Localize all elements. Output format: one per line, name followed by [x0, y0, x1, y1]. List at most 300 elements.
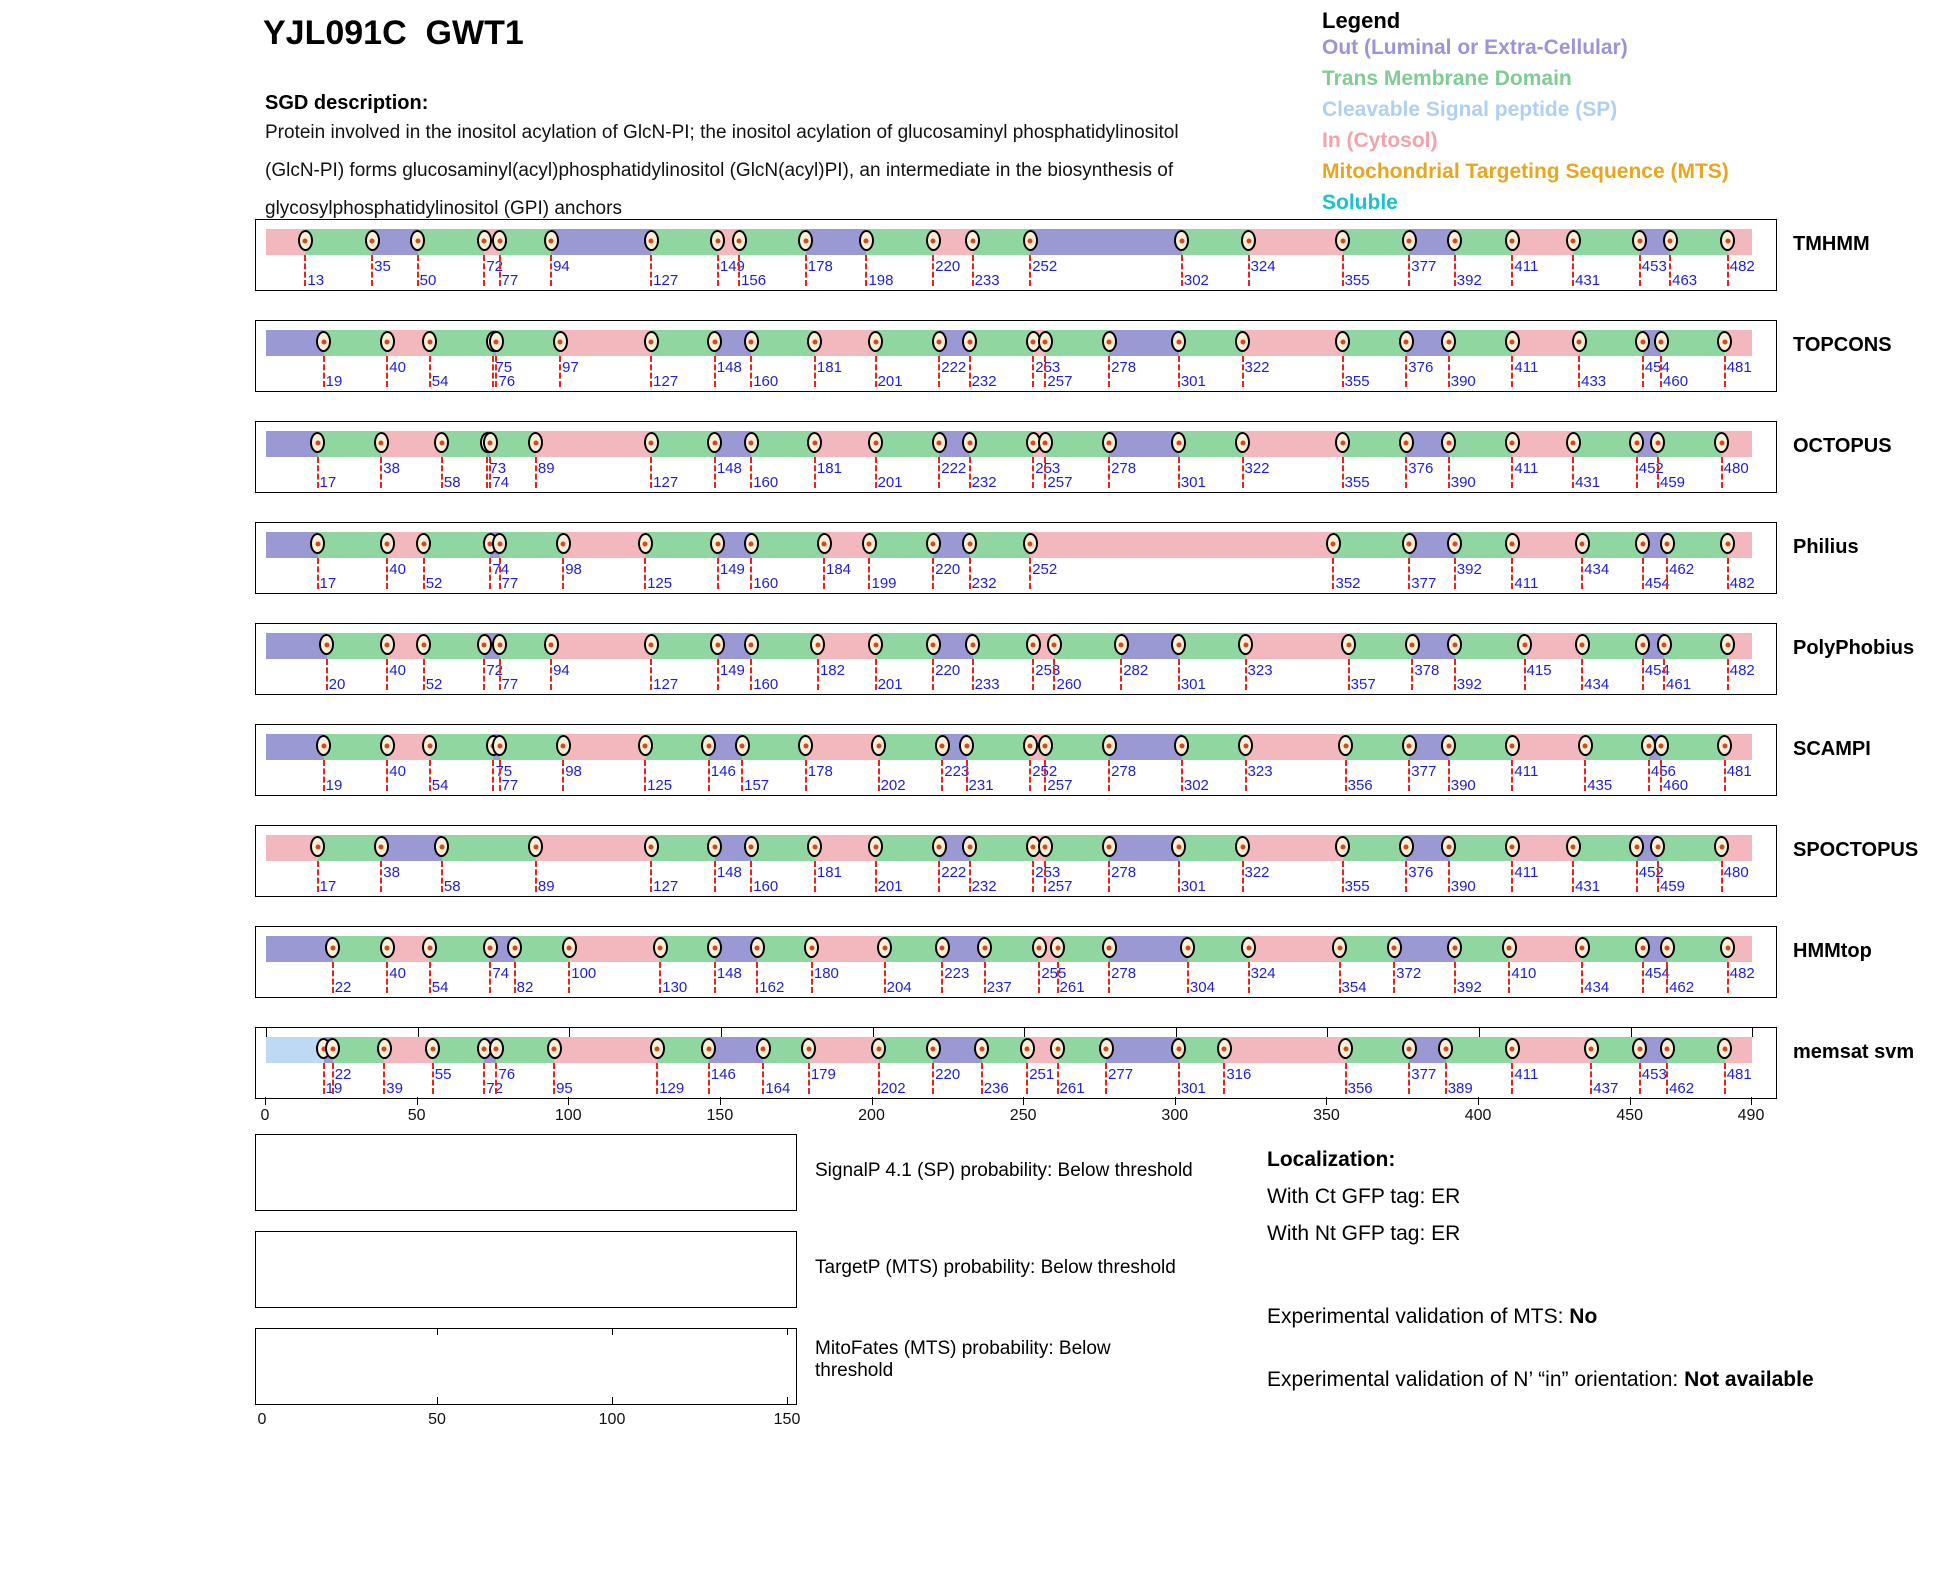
- region-segment-t: [876, 330, 940, 356]
- boundary-line: [1223, 1063, 1225, 1094]
- region-segment-t: [430, 734, 494, 760]
- boundary-label: 481: [1726, 763, 1752, 780]
- boundary-line: [1178, 356, 1180, 387]
- boundary-line: [332, 1063, 334, 1094]
- boundary-line: [429, 356, 431, 387]
- boundary-marker: [650, 1038, 665, 1059]
- boundary-marker-dot: [803, 743, 808, 748]
- boundary-label: 482: [1729, 575, 1755, 592]
- boundary-line: [656, 1063, 658, 1094]
- boundary-marker-dot: [1452, 945, 1457, 950]
- boundary-line: [1029, 255, 1031, 286]
- boundary-marker-dot: [740, 743, 745, 748]
- mitofates-axis-tick: [437, 1328, 438, 1335]
- boundary-label: 255: [1041, 965, 1067, 982]
- boundary-line: [1057, 962, 1059, 993]
- region-segment-o: [1109, 734, 1182, 760]
- boundary-marker: [638, 533, 653, 554]
- boundary-line: [386, 659, 388, 690]
- boundary-marker-dot: [1240, 440, 1245, 445]
- boundary-label: 431: [1575, 272, 1601, 289]
- boundary-line: [383, 1063, 385, 1094]
- boundary-line: [1405, 861, 1407, 892]
- boundary-marker-dot: [1404, 339, 1409, 344]
- boundary-label: 462: [1669, 979, 1695, 996]
- mitofates-axis-tick: [437, 1397, 438, 1404]
- boundary-label: 257: [1047, 474, 1073, 491]
- boundary-line: [1660, 356, 1662, 387]
- region-segment-t: [1179, 330, 1243, 356]
- boundary-line: [1408, 255, 1410, 286]
- boundary-marker-dot: [1640, 945, 1645, 950]
- boundary-line: [326, 659, 328, 690]
- boundary-line: [932, 659, 934, 690]
- region-segment-t: [1585, 734, 1649, 760]
- boundary-label: 73: [489, 460, 507, 477]
- boundary-line: [1581, 659, 1583, 690]
- boundary-label: 127: [653, 373, 679, 390]
- boundary-label: 19: [325, 777, 343, 794]
- boundary-marker-dot: [385, 642, 390, 647]
- boundary-label: 39: [386, 1080, 403, 1097]
- region-segment-t: [1667, 532, 1728, 558]
- targetp-probability-plot: [255, 1231, 797, 1308]
- boundary-marker: [377, 1038, 392, 1059]
- boundary-label: 390: [1450, 878, 1476, 895]
- boundary-line: [1572, 457, 1574, 488]
- boundary-label: 462: [1669, 1080, 1695, 1097]
- boundary-marker: [1663, 230, 1678, 251]
- boundary-label: 181: [816, 460, 842, 477]
- boundary-marker: [1050, 937, 1065, 958]
- boundary-label: 301: [1180, 474, 1206, 491]
- boundary-line: [499, 659, 501, 690]
- boundary-marker: [756, 1038, 771, 1059]
- region-segment-i: [809, 1037, 879, 1063]
- localization-ct: With Ct GFP tag: ER: [1267, 1185, 1461, 1208]
- boundary-marker-dot: [330, 1046, 335, 1051]
- boundary-marker-dot: [321, 743, 326, 748]
- boundary-marker: [1099, 1038, 1114, 1059]
- axis-tick: [1175, 1097, 1176, 1105]
- boundary-label: 378: [1414, 662, 1440, 679]
- region-segment-t: [1449, 330, 1513, 356]
- boundary-marker: [1575, 533, 1590, 554]
- boundary-line: [808, 1063, 810, 1094]
- boundary-label: 392: [1456, 676, 1482, 693]
- boundary-marker: [1505, 836, 1520, 857]
- boundary-marker-dot: [494, 339, 499, 344]
- region-segment-t: [1343, 330, 1407, 356]
- boundary-marker-dot: [1655, 440, 1660, 445]
- boundary-marker-dot: [937, 440, 942, 445]
- boundary-marker-dot: [1043, 339, 1048, 344]
- boundary-marker-dot: [1028, 541, 1033, 546]
- boundary-marker: [935, 937, 950, 958]
- boundary-marker: [310, 836, 325, 857]
- boundary-marker-dot: [1043, 844, 1048, 849]
- boundary-marker-dot: [1510, 1046, 1515, 1051]
- boundary-label: 77: [501, 272, 519, 289]
- boundary-line: [323, 760, 325, 791]
- region-segment-t: [1182, 734, 1246, 760]
- boundary-marker: [1335, 230, 1350, 251]
- boundary-label: 89: [537, 878, 555, 895]
- boundary-line: [865, 255, 867, 286]
- boundary-line: [1511, 558, 1513, 589]
- boundary-label: 411: [1514, 575, 1539, 592]
- region-segment-t: [866, 229, 933, 255]
- boundary-marker-dot: [643, 541, 648, 546]
- boundary-label: 411: [1514, 763, 1539, 780]
- legend-heading: Legend: [1322, 8, 1401, 33]
- boundary-line: [432, 1063, 434, 1094]
- region-segment-i: [560, 330, 651, 356]
- boundary-marker-dot: [1637, 1046, 1642, 1051]
- boundary-marker: [926, 230, 941, 251]
- boundary-line: [878, 1063, 880, 1094]
- boundary-label: 202: [880, 777, 906, 794]
- mts-validation-value: No: [1569, 1305, 1598, 1328]
- boundary-line: [1345, 760, 1347, 791]
- orientation-validation: [1267, 1368, 1842, 1392]
- axis-tick: [266, 1028, 267, 1037]
- boundary-marker-dot: [967, 844, 972, 849]
- boundary-line: [714, 457, 716, 488]
- boundary-label: 222: [941, 460, 967, 477]
- boundary-label: 72: [486, 258, 504, 275]
- mitofates-axis-tick: [787, 1328, 788, 1335]
- boundary-line: [423, 558, 425, 589]
- boundary-line: [762, 1063, 764, 1094]
- region-segment-t: [651, 229, 718, 255]
- boundary-label: 125: [647, 777, 673, 794]
- boundary-marker: [871, 1038, 886, 1059]
- boundary-marker-dot: [558, 339, 563, 344]
- boundary-marker-dot: [303, 238, 308, 243]
- boundary-label: 257: [1047, 878, 1073, 895]
- boundary-marker-dot: [1510, 440, 1515, 445]
- boundary-marker-dot: [497, 541, 502, 546]
- boundary-line: [499, 760, 501, 791]
- boundary-line: [1032, 659, 1034, 690]
- boundary-marker: [638, 735, 653, 756]
- region-segment-t: [876, 633, 934, 659]
- boundary-label: 38: [383, 460, 400, 477]
- region-segment-i: [569, 936, 660, 962]
- region-segment-i: [554, 1037, 657, 1063]
- boundary-marker: [380, 331, 395, 352]
- boundary-line: [878, 760, 880, 791]
- targetp-caption: TargetP (MTS) probability: Below threshold: [815, 1257, 1176, 1278]
- boundary-marker-dot: [1510, 541, 1515, 546]
- track-panel-spoctopus: [255, 825, 1777, 897]
- boundary-label: 13: [307, 272, 325, 289]
- boundary-label: 301: [1180, 878, 1206, 895]
- boundary-marker: [868, 634, 883, 655]
- boundary-label: 98: [565, 763, 582, 780]
- region-segment-t: [324, 734, 388, 760]
- boundary-line: [483, 659, 485, 690]
- boundary-line: [417, 255, 419, 286]
- boundary-marker: [744, 634, 759, 655]
- boundary-marker-dot: [1722, 743, 1727, 748]
- boundary-label: 277: [1108, 1066, 1134, 1083]
- boundary-label: 100: [571, 965, 597, 982]
- boundary-marker-dot: [482, 642, 487, 647]
- boundary-marker-dot: [1343, 743, 1348, 748]
- boundary-marker: [1566, 230, 1581, 251]
- boundary-marker-dot: [561, 541, 566, 546]
- boundary-marker-dot: [737, 238, 742, 243]
- boundary-marker-dot: [749, 844, 754, 849]
- boundary-marker-dot: [715, 238, 720, 243]
- boundary-line: [1639, 255, 1641, 286]
- boundary-marker: [935, 735, 950, 756]
- boundary-line: [1178, 659, 1180, 690]
- boundary-marker-dot: [1452, 541, 1457, 546]
- axis-tick: [721, 1028, 722, 1037]
- mitofates-caption: MitoFates (MTS) probability: Below threshold: [815, 1338, 1111, 1381]
- boundary-label: 199: [871, 575, 897, 592]
- boundary-line: [1639, 1063, 1641, 1094]
- region-segment-t: [1188, 936, 1249, 962]
- boundary-label: 253: [1035, 460, 1061, 477]
- boundary-label: 236: [983, 1080, 1009, 1097]
- boundary-label: 392: [1456, 561, 1482, 578]
- axis-tick-label: 300: [1161, 1107, 1189, 1124]
- boundary-line: [1590, 1063, 1592, 1094]
- sgd-description-line: Protein involved in the inositol acylation of GlcN-PI; the inositol acylation of glucosaminyl phosphatidylinositol: [265, 122, 1179, 143]
- boundary-label: 323: [1247, 763, 1273, 780]
- boundary-line: [805, 760, 807, 791]
- boundary-label: 76: [498, 373, 516, 390]
- boundary-marker-dot: [643, 743, 648, 748]
- region-segment-t: [751, 633, 818, 659]
- boundary-marker-dot: [1719, 844, 1724, 849]
- axis-tick: [569, 1028, 570, 1037]
- boundary-line: [1029, 558, 1031, 589]
- boundary-label: 94: [553, 258, 570, 275]
- boundary-marker: [1505, 533, 1520, 554]
- boundary-label: 181: [816, 864, 842, 881]
- boundary-label: 182: [819, 662, 845, 679]
- region-segment-i: [1512, 1037, 1591, 1063]
- boundary-marker: [380, 735, 395, 756]
- boundary-line: [1108, 457, 1110, 488]
- region-segment-t: [1670, 229, 1728, 255]
- region-segment-t: [515, 936, 570, 962]
- boundary-marker: [817, 533, 832, 554]
- region-segment-i: [1512, 734, 1585, 760]
- boundary-line: [1727, 962, 1729, 993]
- region-segment-i: [815, 835, 876, 861]
- region-segment-o: [806, 229, 867, 255]
- boundary-line: [1242, 457, 1244, 488]
- boundary-label: 278: [1111, 965, 1137, 982]
- boundary-label: 377: [1411, 1066, 1437, 1083]
- boundary-label: 316: [1226, 1066, 1252, 1083]
- boundary-label: 322: [1244, 460, 1270, 477]
- boundary-label: 452: [1638, 460, 1664, 477]
- region-segment-t: [1667, 936, 1728, 962]
- mitofates-axis-label: 150: [773, 1411, 801, 1428]
- boundary-marker-dot: [1031, 440, 1036, 445]
- boundary-marker-dot: [967, 440, 972, 445]
- boundary-marker: [1114, 634, 1129, 655]
- region-segment-t: [1340, 936, 1395, 962]
- track-label-spoctopus: SPOCTOPUS: [1793, 839, 1919, 861]
- boundary-marker-dot: [1404, 844, 1409, 849]
- boundary-marker: [477, 230, 492, 251]
- boundary-line: [1339, 962, 1341, 993]
- boundary-label: 232: [971, 474, 997, 491]
- boundary-line: [492, 356, 494, 387]
- boundary-line: [423, 659, 425, 690]
- boundary-line: [1178, 1063, 1180, 1094]
- boundary-line: [969, 861, 971, 892]
- boundary-line: [823, 558, 825, 589]
- boundary-line: [1342, 861, 1344, 892]
- boundary-line: [317, 861, 319, 892]
- boundary-label: 377: [1411, 575, 1437, 592]
- boundary-marker-dot: [1240, 339, 1245, 344]
- boundary-line: [1666, 962, 1668, 993]
- boundary-label: 220: [935, 662, 961, 679]
- boundary-line: [386, 558, 388, 589]
- region-segment-t: [324, 330, 388, 356]
- boundary-marker: [1326, 533, 1341, 554]
- boundary-marker-dot: [931, 642, 936, 647]
- region-segment-t: [305, 229, 372, 255]
- boundary-label: 434: [1584, 676, 1610, 693]
- boundary-marker-dot: [1446, 844, 1451, 849]
- boundary-marker-dot: [1510, 339, 1515, 344]
- boundary-marker: [1654, 331, 1669, 352]
- boundary-marker-dot: [385, 541, 390, 546]
- region-segment-t: [879, 1037, 934, 1063]
- boundary-marker-dot: [1722, 339, 1727, 344]
- boundary-marker-dot: [427, 743, 432, 748]
- boundary-label: 415: [1526, 662, 1552, 679]
- boundary-marker-dot: [749, 440, 754, 445]
- region-segment-o: [1394, 936, 1455, 962]
- region-segment-t: [1449, 835, 1513, 861]
- boundary-line: [535, 861, 537, 892]
- boundary-line: [550, 255, 552, 286]
- axis-tick: [1023, 1097, 1024, 1105]
- region-segment-t: [751, 330, 815, 356]
- boundary-marker-dot: [1346, 642, 1351, 647]
- boundary-label: 376: [1408, 864, 1434, 881]
- region-segment-i: [381, 431, 442, 457]
- boundary-marker-dot: [385, 339, 390, 344]
- boundary-marker: [1399, 836, 1414, 857]
- boundary-marker-dot: [1571, 844, 1576, 849]
- boundary-line: [1727, 659, 1729, 690]
- boundary-line: [495, 1063, 497, 1094]
- boundary-marker-dot: [964, 743, 969, 748]
- boundary-marker: [380, 937, 395, 958]
- axis-tick-label: 200: [858, 1107, 885, 1124]
- region-segment-i: [1512, 835, 1573, 861]
- boundary-line: [941, 962, 943, 993]
- boundary-label: 149: [719, 662, 745, 679]
- boundary-label: 127: [653, 878, 679, 895]
- boundary-line: [568, 962, 570, 993]
- boundary-line: [1032, 356, 1034, 387]
- region-segment-t: [876, 431, 940, 457]
- boundary-marker-dot: [385, 743, 390, 748]
- boundary-line: [1663, 659, 1665, 690]
- region-segment-i: [1246, 633, 1349, 659]
- boundary-marker-dot: [931, 238, 936, 243]
- boundary-marker: [1572, 331, 1587, 352]
- boundary-line: [650, 659, 652, 690]
- boundary-label: 304: [1189, 979, 1215, 996]
- legend-item-out: Out (Luminal or Extra-Cellular): [1322, 36, 1628, 59]
- boundary-marker-dot: [815, 642, 820, 647]
- mitofates-axis-tick: [612, 1328, 613, 1335]
- sgd-description-heading: SGD description:: [265, 92, 429, 114]
- boundary-line: [1454, 659, 1456, 690]
- boundary-line: [1448, 861, 1450, 892]
- boundary-marker: [1660, 937, 1675, 958]
- boundary-marker: [1575, 634, 1590, 655]
- boundary-marker: [1657, 634, 1672, 655]
- boundary-marker-dot: [427, 945, 432, 950]
- region-segment-t: [879, 734, 943, 760]
- boundary-marker-dot: [1176, 642, 1181, 647]
- region-segment-t: [1582, 633, 1643, 659]
- boundary-marker: [1402, 230, 1417, 251]
- boundary-line: [1242, 356, 1244, 387]
- boundary-label: 201: [877, 373, 903, 390]
- boundary-marker: [489, 331, 504, 352]
- boundary-label: 461: [1666, 676, 1692, 693]
- boundary-line: [1642, 558, 1644, 589]
- boundary-marker-dot: [1655, 844, 1660, 849]
- region-segment-t: [1658, 835, 1722, 861]
- boundary-line: [717, 659, 719, 690]
- boundary-line: [562, 558, 564, 589]
- region-segment-i: [1243, 835, 1343, 861]
- boundary-line: [1642, 962, 1644, 993]
- region-segment-i: [1525, 633, 1583, 659]
- boundary-marker-dot: [812, 440, 817, 445]
- axis-tick-label: 100: [554, 1107, 582, 1124]
- boundary-label: 376: [1408, 460, 1434, 477]
- boundary-label: 323: [1247, 662, 1273, 679]
- boundary-label: 233: [974, 676, 1000, 693]
- boundary-line: [1245, 659, 1247, 690]
- boundary-marker: [1102, 937, 1117, 958]
- boundary-marker: [1566, 836, 1581, 857]
- boundary-label: 184: [826, 561, 852, 578]
- boundary-marker-dot: [812, 339, 817, 344]
- page-title: YJL091C GWT1: [263, 14, 524, 52]
- boundary-label: 253: [1035, 864, 1061, 881]
- boundary-line: [1342, 356, 1344, 387]
- boundary-line: [1393, 962, 1395, 993]
- boundary-marker-dot: [649, 844, 654, 849]
- boundary-marker-dot: [1510, 743, 1515, 748]
- boundary-marker-dot: [415, 238, 420, 243]
- boundary-marker: [926, 634, 941, 655]
- boundary-marker: [1238, 634, 1253, 655]
- boundary-line: [1408, 558, 1410, 589]
- boundary-label: 411: [1514, 359, 1539, 376]
